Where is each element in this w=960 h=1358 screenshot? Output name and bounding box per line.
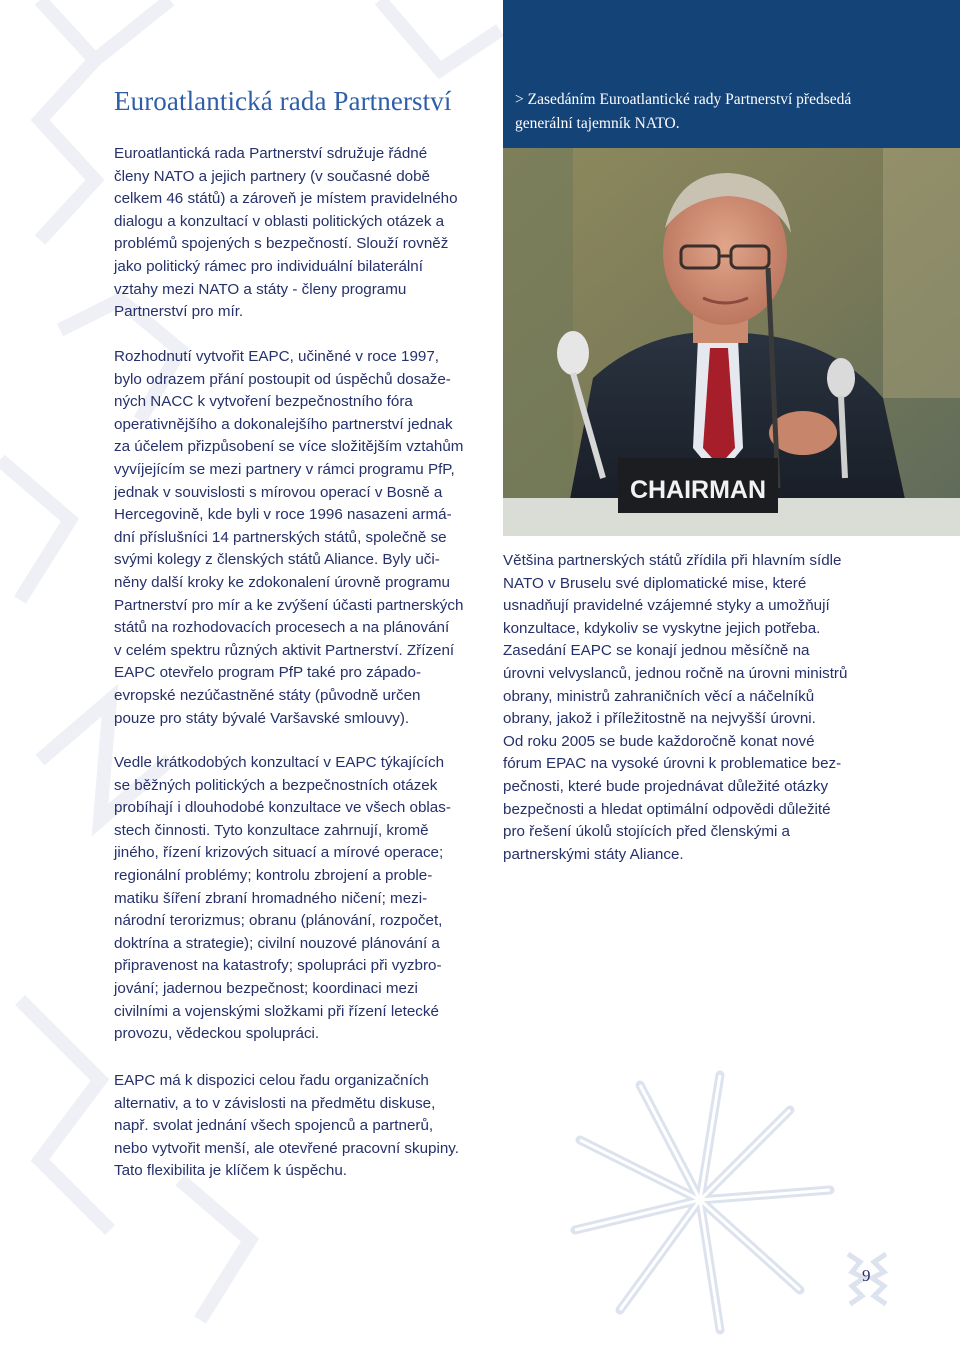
text-line: něny další kroky ke zdokonalení úrovně programu <box>114 573 451 591</box>
text-line: se běžných politických a bezpečnostních otázek <box>114 776 438 794</box>
text-line: dialogu a konzultací v oblasti politických otázek a <box>114 212 445 230</box>
text-line: vztahy mezi NATO a státy - členy programu <box>114 280 407 298</box>
text-line: bezpečnosti a hledat optimální odpovědi důležité <box>503 800 831 818</box>
text-line: matiku šíření zbraní hromadného ničení; mezi- <box>114 889 428 907</box>
text-line: Většina partnerských států zřídila při hlavním sídle <box>503 552 842 569</box>
text-line: nebo vytvořit menší, ale otevřené pracovní skupiny. <box>114 1139 459 1157</box>
paragraph-flexibility <box>114 1070 489 1183</box>
text-line: Hercegovině, kde byli v roce 1996 nasazeni armá- <box>114 506 452 524</box>
text-line: celkem 46 států) a zároveň je místem pravidelného <box>114 190 458 208</box>
text-line: jiného, řízení krizových situací a mírové operace; <box>114 844 444 862</box>
text-line: členy NATO a jejich partnery (v současné době <box>114 167 430 185</box>
text-line: EAPC má k dispozici celou řadu organizačních <box>114 1072 429 1089</box>
text-line: Euroatlantická rada Partnerství sdružuje řádné <box>114 145 428 162</box>
text-line: NATO v Bruselu své diplomatické mise, které <box>503 574 807 592</box>
paragraph-intro <box>114 143 489 324</box>
text-line: provozu, vědeckou spolupráci. <box>114 1025 320 1043</box>
text-line: Od roku 2005 se bude každoročně konat nové <box>503 732 815 750</box>
text-line: obrany, ministrů zahraničních věcí a náčelníků <box>503 687 815 705</box>
text-line: Partnerství pro mír a ke zvýšení účasti partnerských <box>114 596 464 614</box>
text-line: pouze pro státy bývalé Varšavské smlouvy). <box>114 709 410 727</box>
text-line: dní příslušníci 14 partnerských států, společně se <box>114 528 447 546</box>
text-line: Rozhodnutí vytvořit EAPC, učiněné v roce 1997, <box>114 348 440 365</box>
photo-caption <box>515 88 955 136</box>
text-line: za účelem přizpůsobení se více složitějším vztahům <box>114 438 464 456</box>
text-line: vyvíjejícím se mezi partnery v rámci programu PfP, <box>114 460 455 478</box>
text-line: Tato flexibilita je klíčem k úspěchu. <box>114 1162 347 1180</box>
text-line: obrany, jakož i příležitostně na nejvyšší úrovni. <box>503 710 816 728</box>
text-line: jednak v souvislosti s mírovou operací v Bosně a <box>114 483 443 501</box>
text-line: pečnosti, které bude projednávat důležité otázky <box>503 777 829 795</box>
caption-line: > Zasedáním Euroatlantické rady Partnerství předsedá <box>515 91 852 108</box>
text-line: Vedle krátkodobých konzultací v EAPC týkajících <box>114 754 445 771</box>
text-line: regionální problémy; kontrolu zbrojení a proble- <box>114 866 433 884</box>
text-line: problémů spojených s bezpečností. Slouží rovněž <box>114 235 449 253</box>
text-line: probíhají i dlouhodobé konzultace ve všech oblas- <box>114 799 451 817</box>
text-line: usnadňují pravidelné vzájemné styky a umožňují <box>503 597 830 615</box>
paragraph-consultations <box>114 752 489 1046</box>
photo-chairman <box>503 148 960 536</box>
text-line: jako politický rámec pro individuální bilaterální <box>114 257 423 275</box>
text-line: EAPC otevřelo program PfP také pro západo- <box>114 664 422 682</box>
text-line: fórum EPAC na vysoké úrovni k problematice bez- <box>503 755 842 773</box>
text-line: bylo odrazem přání postoupit od úspěchů dosaže- <box>114 370 451 388</box>
page-title: Euroatlantická rada Partnerství <box>114 86 452 116</box>
photo-illustration <box>503 148 960 536</box>
text-line: evropské nezúčastněné státy (původně určen <box>114 686 421 704</box>
paragraph-missions <box>503 550 903 866</box>
text-line: pro řešení úkolů stojících před členskými a <box>503 823 791 841</box>
text-line: jování; jadernou bezpečnost; koordinaci mezi <box>114 979 418 997</box>
text-line: partnerskými státy Aliance. <box>503 845 684 863</box>
text-line: operativnějšího a dokonalejšího partnerství jednak <box>114 415 453 433</box>
text-line: svými kolegy z členských států Aliance. Byly uči- <box>114 551 440 569</box>
text-line: konzultace, kdykoliv se vyskytne jejich potřeba. <box>503 619 821 637</box>
text-line: národní terorizmus; obranu (plánování, rozpočet, <box>114 912 443 930</box>
nameplate-text: CHAIRMAN <box>629 476 767 504</box>
paragraph-eapc-decision <box>114 346 489 730</box>
text-line: civilními a vojenskými složkami při řízení letecké <box>114 1002 439 1020</box>
text-line: států na rozhodovacích procesech a na plánování <box>114 619 450 637</box>
text-line: v celém spektru různých aktivit Partnerství. Zřízení <box>114 641 455 659</box>
caption-line: generální tajemník NATO. <box>515 115 680 132</box>
text-line: alternativ, a to v závislosti na předmětu diskuse, <box>114 1094 436 1112</box>
text-line: doktrína a strategie); civilní nouzové plánování a <box>114 934 440 952</box>
text-line: ných NACC k vytvoření bezpečnostního fóra <box>114 393 413 411</box>
text-line: připravenost na katastrofy; spolupráci při vyzbro- <box>114 957 442 975</box>
text-line: úrovni velvyslanců, jednou ročně na úrovni ministrů <box>503 664 848 682</box>
text-line: např. svolat jednání všech spojenců a partnerů, <box>114 1117 434 1135</box>
text-line: stech činnosti. Tyto konzultace zahrnují, kromě <box>114 821 429 839</box>
page-number: 9 <box>862 1266 871 1285</box>
text-line: Partnerství pro mír. <box>114 303 244 321</box>
text-line: Zasedání EAPC se konají jednou měsíčně na <box>503 642 810 660</box>
